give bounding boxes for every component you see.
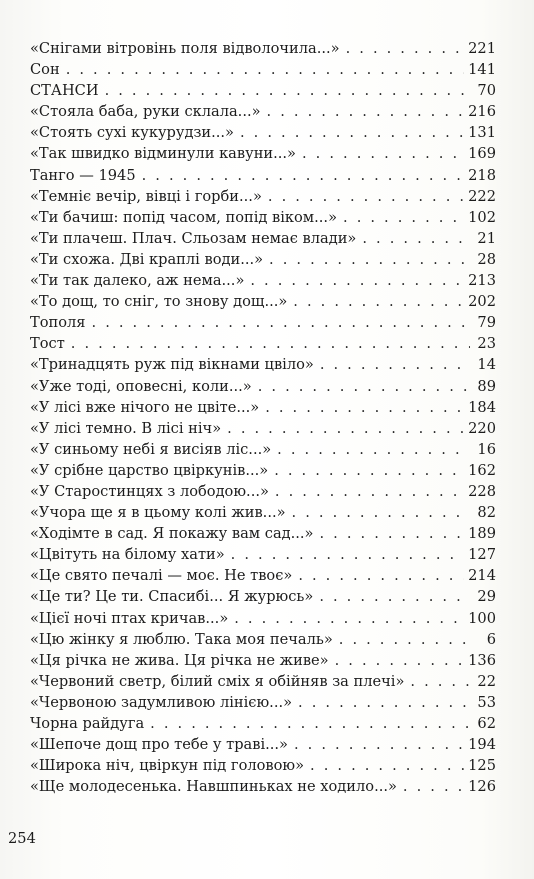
toc-entry-title: «Ходімте в сад. Я покажу вам сад...» [30, 525, 314, 543]
toc-entry [30, 207, 496, 228]
toc-entry-page: 136 [468, 651, 496, 669]
dot-leader [302, 143, 464, 164]
toc-entry-title: «Червоною задумливою лінією...» [30, 693, 293, 711]
toc-entry-title: «У синьому небі я висіяв ліс...» [30, 440, 272, 458]
dot-leader [105, 80, 470, 101]
dot-leader [335, 650, 465, 671]
dot-leader [343, 207, 464, 228]
dot-leader [258, 376, 470, 397]
toc-entry-page: 194 [468, 736, 496, 754]
toc-entry-title: «Темніє вечір, вівці і горби...» [30, 187, 262, 205]
toc-entry [30, 270, 496, 291]
dot-leader [298, 565, 464, 586]
toc-entry [30, 629, 496, 650]
toc-entry [30, 713, 496, 734]
toc-entry [30, 143, 496, 164]
toc-entry-page: 162 [468, 461, 496, 479]
dot-leader [362, 228, 470, 249]
page-number: 254 [8, 830, 36, 847]
toc-entry-page: 127 [468, 546, 496, 564]
toc-entry-title: Чорна райдуга [30, 715, 145, 732]
dot-leader [265, 397, 464, 418]
toc-entry-page: 125 [468, 757, 496, 775]
toc-entry-page: 6 [486, 630, 496, 648]
dot-leader [71, 333, 470, 354]
toc-entry-title: «Тринадцять руж під вікнами цвіло» [30, 356, 314, 374]
dot-leader [319, 523, 464, 544]
toc-entry-title: «У лісі вже нічого не цвіте...» [30, 398, 260, 416]
toc-entry [30, 460, 496, 481]
toc-entry-title: «Так швидко відминули кавуни...» [30, 145, 296, 163]
toc-entry-page: 28 [477, 250, 496, 268]
dot-leader [269, 249, 470, 270]
toc-entry-page: 79 [477, 314, 496, 332]
toc-entry-title: «У срібне царство цвіркунів...» [30, 461, 269, 479]
toc-entry-title: «Ти плачеш. Плач. Сльозам немає влади» [30, 229, 357, 247]
dot-leader [277, 439, 470, 460]
dot-leader [403, 776, 464, 797]
toc-entry-page: 214 [468, 567, 496, 585]
toc-entry-title: «Цієї ночі птах кричав...» [30, 609, 229, 627]
toc-entry-page: 126 [468, 778, 496, 796]
toc-entry [30, 650, 496, 671]
toc-entry-page: 220 [468, 419, 496, 437]
toc-entry [30, 291, 496, 312]
toc-entry [30, 586, 496, 607]
toc-entry-title: «Ця річка не жива. Ця річка не живе» [30, 651, 329, 669]
toc-entry-title: «Ти схожа. Дві краплі води...» [30, 250, 264, 268]
toc-entry [30, 776, 496, 797]
toc-entry-page: 221 [468, 40, 496, 57]
dot-leader [310, 755, 464, 776]
dot-leader [298, 692, 470, 713]
toc-entry [30, 692, 496, 713]
toc-entry [30, 354, 496, 375]
toc-entry-page: 89 [477, 377, 496, 395]
toc-entry-title: «Ти так далеко, аж нема...» [30, 272, 245, 290]
toc-entry-page: 22 [477, 672, 496, 690]
toc-entry [30, 397, 496, 418]
toc-entry-page: 14 [477, 356, 496, 374]
toc-entry-title: «Широка ніч, цвіркун під головою» [30, 757, 305, 775]
dot-leader [275, 481, 464, 502]
toc-entry [30, 418, 496, 439]
toc-entry-page: 100 [468, 609, 496, 627]
toc-entry-page: 16 [477, 440, 496, 458]
toc-entry-page: 216 [468, 103, 496, 121]
toc-entry [30, 59, 496, 80]
toc-entry-page: 21 [477, 229, 496, 247]
toc-entry [30, 734, 496, 755]
toc-entry [30, 80, 496, 101]
toc-entry [30, 671, 496, 692]
toc-entry-title: «То дощ, то сніг, то знову дощ...» [30, 293, 288, 311]
dot-leader [150, 713, 470, 734]
toc-entry [30, 249, 496, 270]
dot-leader [319, 586, 470, 607]
toc-entry-title: Танго — 1945 [30, 166, 136, 184]
dot-leader [142, 165, 465, 186]
toc-entry-page: 169 [468, 145, 496, 163]
toc-entry [30, 565, 496, 586]
toc-entry [30, 38, 496, 59]
toc-entry-title: «Стоять сухі кукурудзи...» [30, 124, 234, 142]
dot-leader [293, 291, 464, 312]
toc-entry [30, 608, 496, 629]
toc-entry-title: «У лісі темно. В лісі ніч» [30, 419, 222, 437]
toc-entry-title: «Червоний светр, білий сміх я обійняв за плечі» [30, 672, 405, 690]
toc-entry-page: 184 [468, 398, 496, 416]
toc-entry-page: 141 [468, 61, 496, 79]
dot-leader [92, 312, 470, 333]
toc-entry [30, 186, 496, 207]
toc-entry [30, 755, 496, 776]
toc-entry-page: 29 [477, 588, 496, 606]
toc-entry [30, 523, 496, 544]
toc-entry-page: 53 [477, 693, 496, 711]
toc-entry-title: Тост [30, 335, 65, 353]
dot-leader [410, 671, 470, 692]
toc-entry [30, 376, 496, 397]
toc-entry-title: «Це ти? Це ти. Спасибі... Я журюсь» [30, 588, 314, 606]
toc-entry [30, 439, 496, 460]
dot-leader [234, 608, 464, 629]
dot-leader [274, 460, 464, 481]
toc-entry-title: «Учора ще я в цьому колі жив...» [30, 504, 286, 522]
toc-entry [30, 165, 496, 186]
dot-leader [346, 38, 465, 59]
toc-entry-page: 23 [477, 335, 496, 353]
dot-leader [231, 544, 464, 565]
toc-entry [30, 122, 496, 143]
toc-entry [30, 333, 496, 354]
toc-entry-title: «Уже тоді, оповесні, коли...» [30, 377, 252, 395]
dot-leader [66, 59, 464, 80]
dot-leader [227, 418, 464, 439]
dot-leader [294, 734, 464, 755]
dot-leader [250, 270, 464, 291]
toc-entry-title: «Це свято печалі — моє. Не твоє» [30, 567, 293, 585]
toc-entry-page: 131 [468, 124, 496, 142]
table-of-contents [30, 38, 496, 797]
toc-entry-title: «Ще молодесенька. Навшпиньках не ходило...» [30, 778, 397, 796]
toc-entry [30, 544, 496, 565]
toc-entry [30, 101, 496, 122]
dot-leader [320, 354, 470, 375]
toc-entry-title: «Стояла баба, руки склала...» [30, 103, 261, 121]
toc-entry-page: 213 [468, 272, 496, 290]
toc-entry-page: 189 [468, 525, 496, 543]
toc-entry-title: «Цю жінку я люблю. Така моя печаль» [30, 630, 333, 648]
toc-entry-title: Тополя [30, 314, 86, 332]
toc-entry-page: 70 [477, 82, 496, 100]
toc-entry-title: «У Старостинцях з лободою...» [30, 482, 269, 500]
toc-entry-page: 202 [468, 293, 496, 311]
dot-leader [292, 502, 470, 523]
toc-entry [30, 312, 496, 333]
toc-entry-title: «Цвітуть на білому хати» [30, 546, 225, 564]
dot-leader [339, 629, 470, 650]
toc-entry-title: «Снігами вітровінь поля відволочила...» [30, 40, 340, 57]
toc-entry [30, 502, 496, 523]
dot-leader [240, 122, 464, 143]
toc-entry-title: СТАНСИ [30, 82, 99, 100]
toc-entry-page: 82 [477, 504, 496, 522]
dot-leader [267, 101, 465, 122]
toc-entry [30, 228, 496, 249]
toc-entry-title: «Шепоче дощ про тебе у траві...» [30, 736, 288, 754]
toc-entry-title: «Ти бачиш: попід часом, попід віком...» [30, 208, 338, 226]
dot-leader [268, 186, 464, 207]
toc-entry-page: 218 [468, 166, 496, 184]
toc-entry-page: 102 [468, 208, 496, 226]
toc-entry-page: 222 [468, 187, 496, 205]
toc-entry [30, 481, 496, 502]
toc-entry-title: Сон [30, 61, 60, 79]
toc-entry-page: 228 [468, 482, 496, 500]
toc-entry-page: 62 [477, 715, 496, 732]
